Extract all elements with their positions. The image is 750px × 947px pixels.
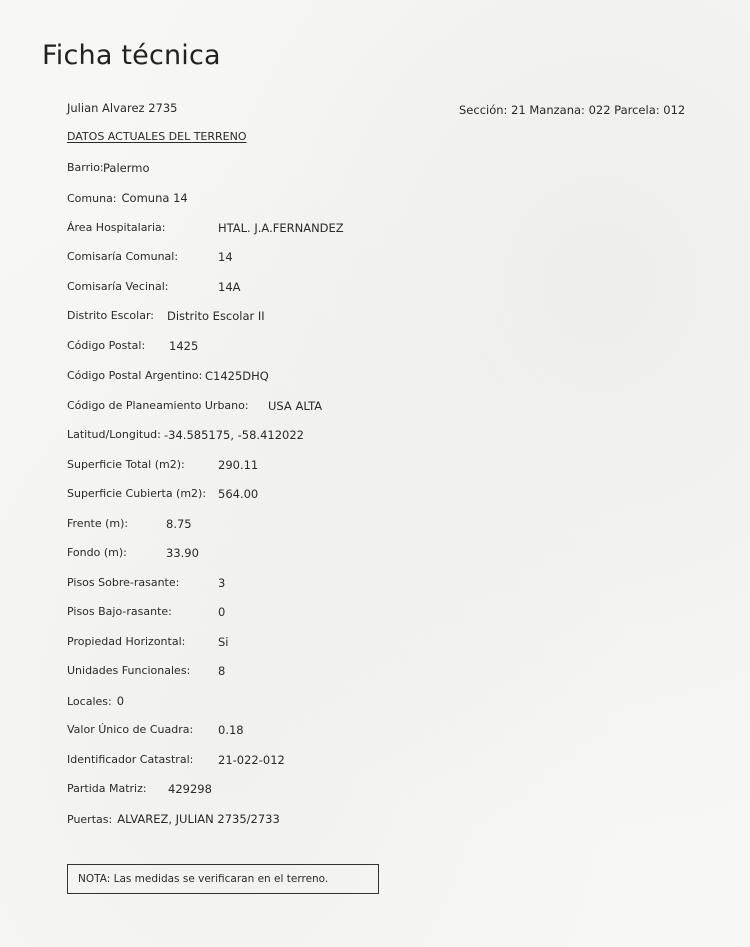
section-heading: DATOS ACTUALES DEL TERRENO (67, 130, 247, 143)
field-label: Comisaría Comunal: (67, 250, 179, 263)
field-value: 8 (218, 664, 226, 678)
field-label: Locales: (67, 695, 112, 708)
field-row (67, 486, 259, 502)
field-row (67, 811, 280, 827)
field-row (67, 545, 199, 561)
field-row (67, 338, 199, 354)
field-row (67, 663, 226, 679)
field-row (67, 160, 150, 176)
field-row (67, 604, 226, 620)
field-value: 21-022-012 (218, 753, 285, 767)
field-value: HTAL. J.A.FERNANDEZ (218, 221, 344, 235)
field-label: Barrio: (67, 161, 104, 174)
field-row (67, 249, 233, 265)
field-row (67, 190, 188, 206)
field-value: Comuna 14 (121, 191, 188, 205)
field-label: Unidades Funcionales: (67, 664, 191, 677)
field-value: C1425DHQ (205, 369, 269, 383)
field-row (67, 634, 229, 650)
field-value: Distrito Escolar II (167, 309, 265, 323)
field-label: Fondo (m): (67, 546, 127, 559)
field-value: 1425 (169, 339, 199, 353)
field-row (67, 516, 192, 532)
field-row (67, 575, 226, 591)
field-value: USA ALTA (268, 399, 323, 413)
field-row (67, 781, 212, 797)
field-label: Distrito Escolar: (67, 309, 154, 322)
field-value: 429298 (168, 782, 212, 796)
field-label: Código de Planeamiento Urbano: (67, 399, 249, 412)
field-value: 0 (116, 694, 125, 708)
field-label: Frente (m): (67, 517, 129, 530)
field-label: Código Postal: (67, 339, 146, 352)
field-value: 0 (218, 605, 226, 619)
field-row (67, 752, 285, 768)
field-row (67, 368, 269, 384)
field-value: 14A (218, 280, 241, 294)
field-value: 0.18 (218, 723, 244, 737)
field-row (67, 398, 323, 414)
field-row (67, 457, 259, 473)
field-label: Identificador Catastral: (67, 753, 194, 766)
field-value: 14 (218, 250, 233, 264)
field-label: Código Postal Argentino: (67, 369, 203, 382)
field-value: 33.90 (166, 546, 199, 560)
field-label: Valor Único de Cuadra: (67, 723, 194, 736)
field-value: 8.75 (166, 517, 192, 531)
property-address: Julian Alvarez 2735 (67, 101, 178, 115)
field-label: Propiedad Horizontal: (67, 635, 186, 648)
field-value: 3 (218, 576, 226, 590)
field-row (67, 693, 124, 709)
field-row (67, 308, 265, 324)
field-label: Partida Matriz: (67, 782, 147, 795)
field-label: Pisos Sobre-rasante: (67, 576, 180, 589)
field-value: 564.00 (218, 487, 259, 501)
field-label: Área Hospitalaria: (67, 221, 166, 234)
field-row (67, 220, 344, 236)
field-label: Comuna: (67, 192, 117, 205)
field-label: Pisos Bajo-rasante: (67, 605, 172, 618)
parcel-reference: Sección: 21 Manzana: 022 Parcela: 012 (459, 103, 686, 117)
field-row (67, 722, 244, 738)
page-title: Ficha técnica (42, 40, 221, 71)
field-value: Palermo (103, 161, 150, 175)
field-label: Puertas: (67, 813, 113, 826)
field-value: ALVAREZ, JULIAN 2735/2733 (117, 812, 280, 826)
field-label: Superficie Total (m2): (67, 458, 185, 471)
field-label: Latitud/Longitud: (67, 428, 161, 441)
field-value: -34.585175, -58.412022 (164, 428, 304, 442)
field-value: 290.11 (218, 458, 259, 472)
field-row (67, 279, 241, 295)
field-label: Superficie Cubierta (m2): (67, 487, 207, 500)
note-box (67, 864, 379, 894)
field-row (67, 427, 304, 443)
note-text: NOTA: Las medidas se verificaran en el terreno. (78, 873, 329, 885)
field-label: Comisaría Vecinal: (67, 280, 169, 293)
field-value: Si (218, 635, 229, 649)
